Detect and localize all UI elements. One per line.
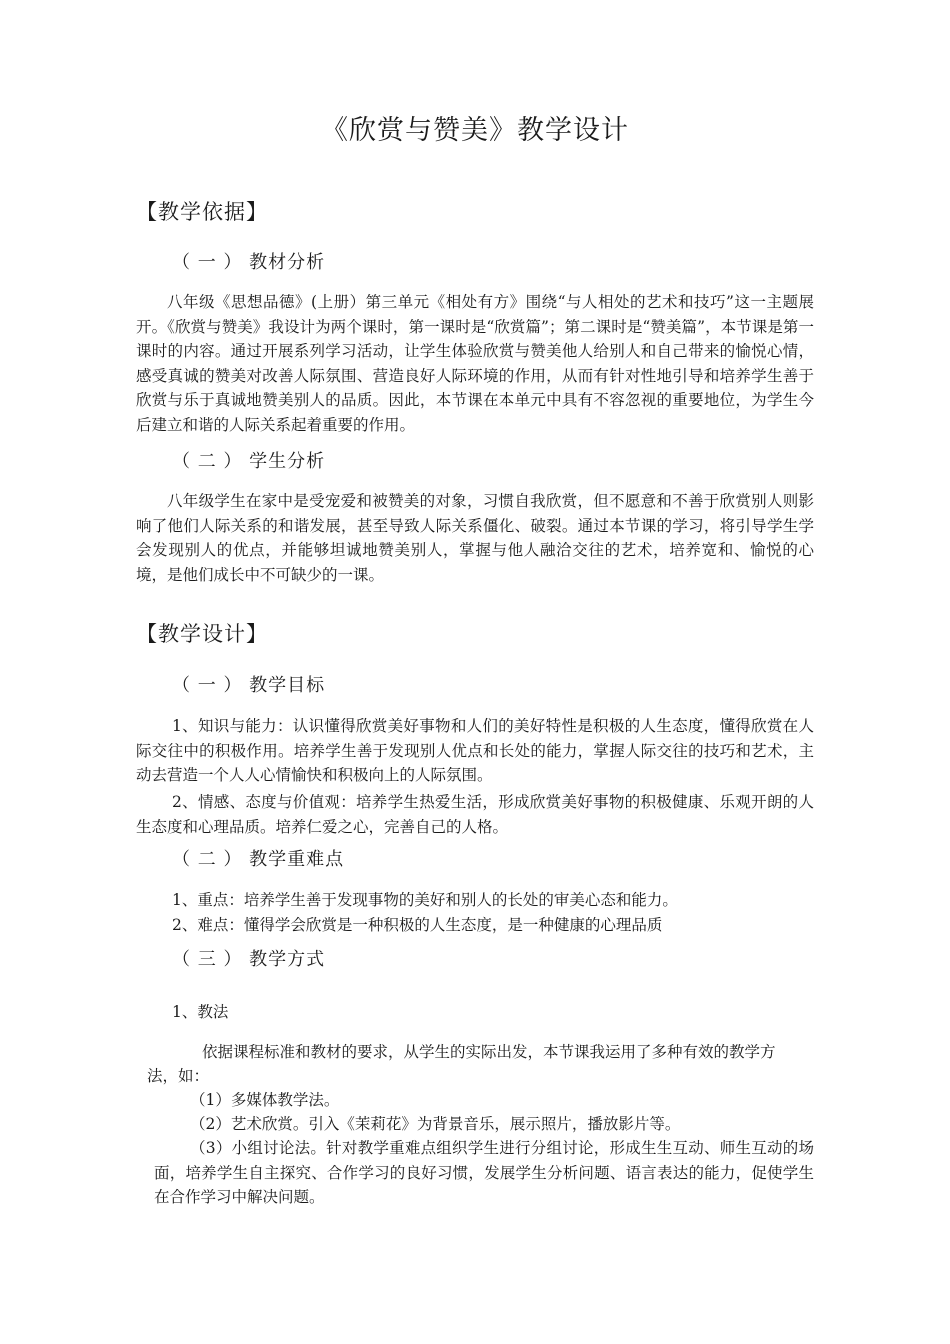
paragraph-textbook-analysis: 八年级《思想品德》(上册）第三单元《相处有方》围绕“与人相处的艺术和技巧”这一主题展开。《欣赏与赞美》我设计为两个课时，第一课时是“欣赏篇”；第二课时是“赞美篇”，本节课是第一课时的内容。通过开展系列学习活动，让学生体验欣赏与赞美他人给别人和自己带来的愉悦心情，感受真诚的赞美对改善人际氛围、营造良好人际环境的作用，从而有针对性地引导和培养学生善于欣赏与乐于真诚地赞美别人的品质。因此，本节课在本单元中具有不容忽视的重要地位，为学生今后建立和谐的人际关系起着重要的作用。 bbox=[136, 293, 814, 434]
subheading-textbook-analysis: （ 一 ） 教材分析 bbox=[172, 252, 326, 273]
subheading-teaching-methods: （ 三 ） 教学方式 bbox=[172, 949, 326, 970]
method-item-multimedia: （1）多媒体教学法。 bbox=[190, 1091, 340, 1109]
method-item-group-discussion: （3）小组讨论法。针对教学重难点组织学生进行分组讨论，形成生生互动、师生互动的场面，培养学生自主探究、合作学习的良好习惯，发展学生分析问题、语言表达的能力，促使学生在合作学习中解决问题。 bbox=[154, 1139, 814, 1206]
section-heading-design: 【教学设计】 bbox=[136, 622, 268, 646]
subheading-student-analysis: （ 二 ） 学生分析 bbox=[172, 451, 326, 472]
method-intro-line2: 法，如： bbox=[147, 1067, 210, 1085]
key-point-item: 1、重点：培养学生善于发现事物的美好和别人的长处的审美心态和能力。 bbox=[172, 891, 678, 909]
method-label: 1、教法 bbox=[172, 1003, 229, 1021]
goal-item-emotion: 2、情感、态度与价值观：培养学生热爱生活，形成欣赏美好事物的积极健康、乐观开朗的人生态度和心理品质。培养仁爱之心，完善自己的人格。 bbox=[136, 793, 814, 836]
method-item-art: （2）艺术欣赏。引入《茉莉花》为背景音乐，展示照片，播放影片等。 bbox=[190, 1115, 681, 1133]
document-title: 《欣赏与赞美》教学设计 bbox=[321, 115, 629, 146]
difficult-point-item: 2、难点：懂得学会欣赏是一种积极的人生态度，是一种健康的心理品质 bbox=[172, 916, 663, 934]
goal-item-knowledge: 1、知识与能力：认识懂得欣赏美好事物和人们的美好特性是积极的人生态度，懂得欣赏在人际交往中的积极作用。培养学生善于发现别人优点和长处的能力，掌握人际交往的技巧和艺术，主动去营造一个人人心情愉快和积极向上的人际氛围。 bbox=[136, 717, 814, 784]
subheading-teaching-goals: （ 一 ） 教学目标 bbox=[172, 675, 326, 696]
section-heading-basis: 【教学依据】 bbox=[136, 200, 268, 224]
method-intro-line1: 依据课程标准和教材的要求，从学生的实际出发，本节课我运用了多种有效的教学方 bbox=[202, 1043, 776, 1061]
paragraph-student-analysis: 八年级学生在家中是受宠爱和被赞美的对象，习惯自我欣赏，但不愿意和不善于欣赏别人则影响了他们人际关系的和谐发展，甚至导致人际关系僵化、破裂。通过本节课的学习，将引导学生学会发现别人的优点，并能够坦诚地赞美别人，掌握与他人融洽交往的艺术，培养宽和、愉悦的心境，是他们成长中不可缺少的一课。 bbox=[136, 492, 814, 584]
subheading-key-points: （ 二 ） 教学重难点 bbox=[172, 849, 345, 870]
